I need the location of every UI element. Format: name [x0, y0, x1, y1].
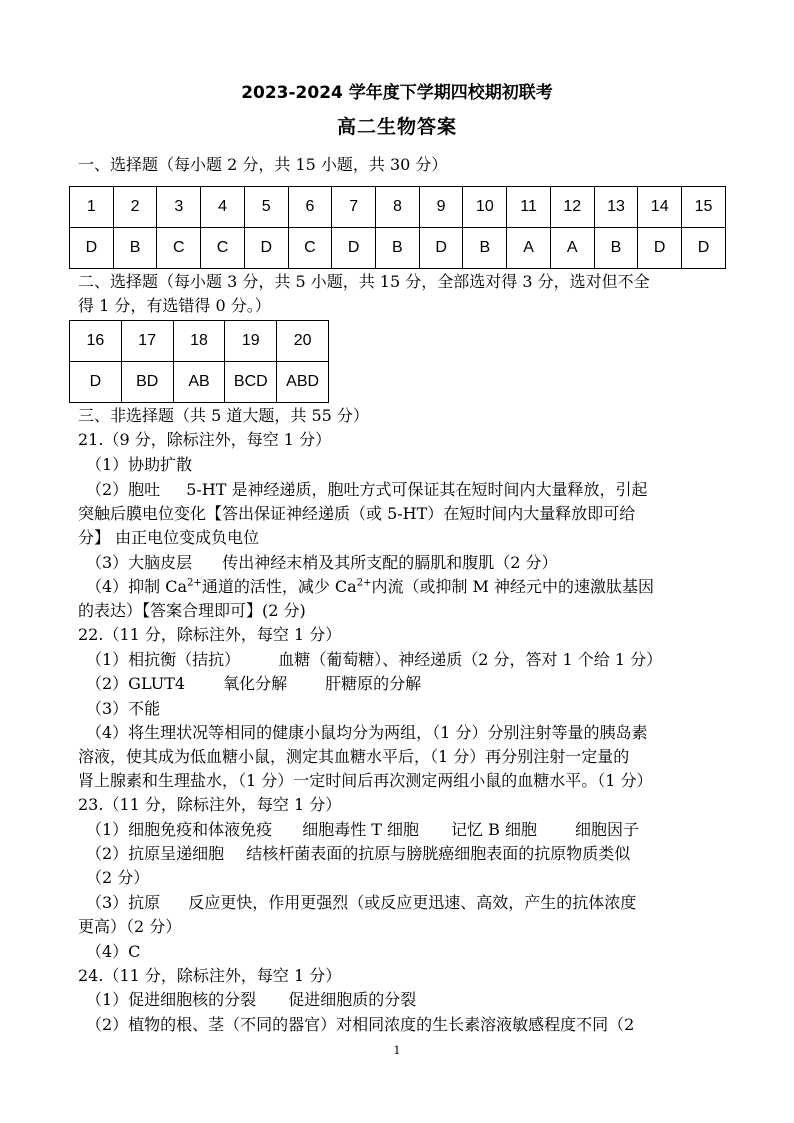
question-number-cell-5: 20	[277, 321, 329, 362]
q21-answer-4-pre: （4）抑制 Ca	[86, 577, 188, 596]
q22-answer-4-line2: 溶液，使其成为低血糖小鼠，测定其血糖水平后，（1 分）再分别注射一定量的	[78, 747, 630, 766]
q23-answer-2	[86, 842, 736, 866]
superscript: 2+	[187, 577, 202, 589]
q22-answer-4-line1: （4）将生理状况等相同的健康小鼠均分为两组，（1 分）分别注射等量的胰岛素	[86, 723, 648, 742]
q24-answer-1-part2: 促进细胞质的分裂	[288, 990, 417, 1009]
section1-answer-table	[69, 186, 726, 269]
q21-answer-2-part2: 5-HT 是神经递质，胞吐方式可保证其在短时间内大量释放，引起	[186, 480, 648, 499]
q21-answer-2	[86, 478, 736, 502]
section2-heading-line2: 得 1 分，有选错得 0 分。）	[78, 296, 271, 315]
question-number-cell-2: 17	[121, 321, 173, 362]
answer-cell-9: D	[419, 228, 463, 269]
q22-answer-4-line3: 肾上腺素和生理盐水，（1 分）一定时间后再次测定两组小鼠的血糖水平。（1 分）	[78, 771, 653, 790]
q21-answer-3	[86, 551, 736, 575]
answer-cell-2: BD	[121, 362, 173, 403]
answer-cell-5: ABD	[277, 362, 329, 403]
q22-answer-2-part2: 氧化分解	[223, 674, 288, 693]
q22-title: 22.（11 分，除标注外，每空 1 分）	[78, 625, 342, 644]
section3-heading: 三、非选择题（共 5 道大题，共 55 分）	[78, 406, 369, 425]
q22-answer-1-part2: 血糖（葡萄糖）、神经递质（2 分，答对 1 个给 1 分）	[278, 650, 663, 669]
q23-answer-1	[86, 818, 736, 842]
answer-cell-11: A	[507, 228, 551, 269]
question-number-cell-2: 2	[113, 187, 157, 228]
section2-heading-line1: 二、选择题（每小题 3 分，共 5 小题，共 15 分，全部选对得 3 分，选对但不全	[78, 272, 650, 291]
question-number-cell-14: 14	[638, 187, 682, 228]
question-number-cell-15: 15	[682, 187, 726, 228]
question-number-cell-4: 4	[201, 187, 245, 228]
q23-answer-4: （4）C	[86, 942, 141, 961]
q23-answer-3	[86, 891, 736, 915]
q24-title: 24.（11 分，除标注外，每空 1 分）	[78, 966, 342, 985]
q23-answer-2-part1: （2）抗原呈递细胞	[86, 844, 225, 863]
q21-answer-3-part2: 传出神经末梢及其所支配的膈肌和腹肌（2 分）	[222, 553, 558, 572]
q23-answer-3-part1: （3）抗原	[86, 893, 161, 912]
question-number-cell-10: 10	[463, 187, 507, 228]
question-number-cell-9: 9	[419, 187, 463, 228]
answer-cell-7: D	[332, 228, 376, 269]
answer-cell-1: D	[70, 228, 114, 269]
question-number-cell-3: 3	[157, 187, 201, 228]
document-title: 高二生物答案	[336, 116, 457, 138]
section1-heading: 一、选择题（每小题 2 分，共 15 小题，共 30 分）	[78, 155, 448, 174]
q23-answer-2-line2: （2 分）	[86, 868, 150, 887]
q21-answer-3-part1: （3）大脑皮层	[86, 553, 193, 572]
q21-title: 21.（9 分，除标注外，每空 1 分）	[78, 430, 332, 449]
question-number-cell-13: 13	[594, 187, 638, 228]
q21-answer-4-post: 内流（或抑制 M 神经元中的速激肽基因	[371, 577, 654, 596]
question-number-cell-8: 8	[376, 187, 420, 228]
table-row-numbers	[70, 321, 329, 362]
q24-answer-1-part1: （1）促进细胞核的分裂	[86, 990, 257, 1009]
table-row-numbers	[70, 187, 726, 228]
q21-answer-4-line2: 的表达）【答案合理即可】(2 分)	[78, 601, 306, 620]
q24-answer-2-line1: （2）植物的根、茎（不同的器官）对相同浓度的生长素溶液敏感程度不同（2	[86, 1015, 635, 1034]
answer-cell-14: D	[638, 228, 682, 269]
q22-answer-2-part1: （2）GLUT4	[86, 674, 186, 693]
q22-answer-3: （3）不能	[86, 699, 161, 718]
question-number-cell-1: 1	[70, 187, 114, 228]
q21-answer-2-line3: 分】 由正电位变成负电位	[78, 528, 260, 547]
page-number: 1	[393, 1044, 401, 1057]
answer-cell-8: B	[376, 228, 420, 269]
question-number-cell-1: 16	[70, 321, 122, 362]
q22-answer-1-part1: （1）相抗衡（拮抗）	[86, 650, 241, 669]
question-number-cell-3: 18	[173, 321, 225, 362]
q23-title: 23.（11 分，除标注外，每空 1 分）	[78, 795, 342, 814]
q23-answer-3-part2: 反应更快，作用更强烈（或反应更迅速、高效，产生的抗体浓度	[188, 893, 637, 912]
question-number-cell-12: 12	[550, 187, 594, 228]
q23-answer-2-part2: 结核杆菌表面的抗原与膀胱癌细胞表面的抗原物质类似	[246, 844, 631, 863]
q22-answer-2-part3: 肝糖原的分解	[325, 674, 422, 693]
table-row-answers	[70, 362, 329, 403]
q22-answer-2	[86, 672, 736, 696]
answer-cell-5: D	[244, 228, 288, 269]
question-number-cell-5: 5	[244, 187, 288, 228]
q23-answer-3-line2: 更高）（2 分）	[78, 917, 182, 936]
q23-answer-1-part2: 细胞毒性 T 细胞	[302, 820, 420, 839]
answer-cell-6: C	[288, 228, 332, 269]
q21-answer-2-part1: （2）胞吐	[86, 480, 161, 499]
superscript: 2+	[356, 577, 372, 589]
answer-cell-10: B	[463, 228, 507, 269]
q23-answer-1-part1: （1）细胞免疫和体液免疫	[86, 820, 273, 839]
q22-answer-1	[86, 648, 736, 672]
q21-answer-1: （1）协助扩散	[86, 455, 193, 474]
answer-cell-13: B	[594, 228, 638, 269]
answer-cell-4: BCD	[225, 362, 277, 403]
q24-answer-1	[86, 988, 736, 1012]
answer-cell-3: C	[157, 228, 201, 269]
answer-cell-15: D	[682, 228, 726, 269]
answer-cell-12: A	[550, 228, 594, 269]
q23-answer-1-part4: 细胞因子	[574, 820, 639, 839]
section2-answer-table	[69, 320, 329, 403]
answer-cell-3: AB	[173, 362, 225, 403]
question-number-cell-6: 6	[288, 187, 332, 228]
exam-title: 2023-2024 学年度下学期四校期初联考	[241, 83, 553, 103]
answer-cell-4: C	[201, 228, 245, 269]
question-number-cell-7: 7	[332, 187, 376, 228]
question-number-cell-11: 11	[507, 187, 551, 228]
q21-answer-4	[86, 575, 736, 599]
q21-answer-4-mid: 通道的活性，减少 Ca	[201, 577, 357, 596]
table-row-answers	[70, 228, 726, 269]
answer-cell-2: B	[113, 228, 157, 269]
question-number-cell-4: 19	[225, 321, 277, 362]
q23-answer-1-part3: 记忆 B 细胞	[451, 820, 537, 839]
q21-answer-2-line2: 突触后膜电位变化【答出保证神经递质（或 5-HT）在短时间内大量释放即可给	[78, 504, 636, 523]
answer-cell-1: D	[70, 362, 122, 403]
